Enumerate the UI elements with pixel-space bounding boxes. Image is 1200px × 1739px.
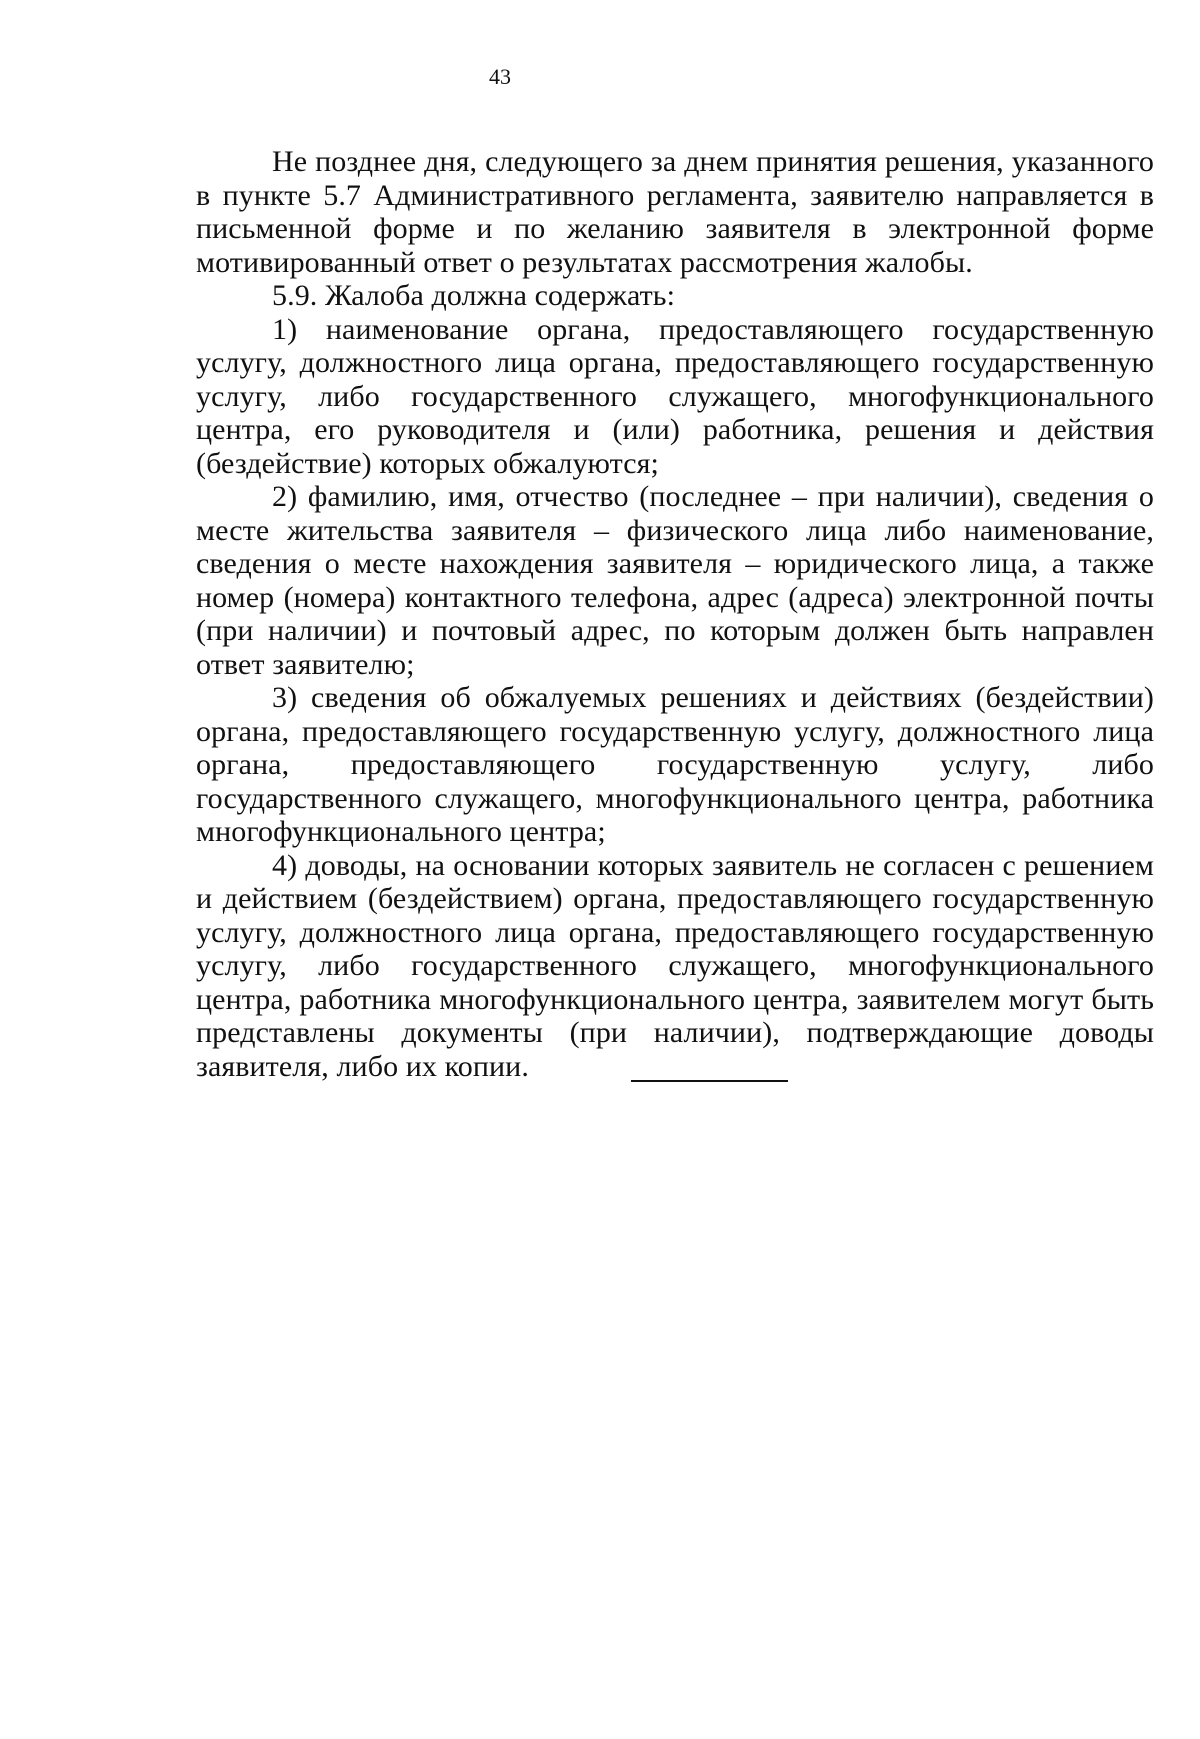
paragraph-complaint-contents-heading: 5.9. Жалоба должна содержать: <box>272 279 676 312</box>
paragraph-item-1-authority-name: 1) наименование органа, предоставляющего государственную услугу, должностного лица органа, предоставляющего государственную услугу, либо государственного служащего, многофункционального центра, его руководителя и (или) работника, решения и действия (бездействие) которых обжалуются; <box>196 312 1154 480</box>
paragraph-item-4-arguments: 4) доводы, на основании которых заявитель не согласен с решением и действием (бездействием) органа, предоставляющего государственную услугу, должностного лица органа, предоставляющего государственную услугу, либо государственного служащего, многофункционального центра, работника многофункционального центра, заявителем могут быть представлены документы (при наличии), подтверждающие доводы заявителя, либо их копии. <box>196 848 1154 1083</box>
page-number: 43 <box>489 64 511 89</box>
document-body <box>196 145 1154 1083</box>
paragraph-item-3-appealed-decisions: 3) сведения об обжалуемых решениях и действиях (бездействии) органа, предоставляющего государственную услугу, должностного лица органа, предоставляющего государственную услугу, либо государственного служащего, многофункционального центра, работника многофункционального центра; <box>196 681 1154 848</box>
end-of-text-rule <box>631 1080 788 1082</box>
paragraph-item-2-applicant-details: 2) фамилию, имя, отчество (последнее – при наличии), сведения о месте жительства заявителя – физического лица либо наименование, сведения о месте нахождения заявителя – юридического лица, а также номер (номера) контактного телефона, адрес (адреса) электронной почты (при наличии) и почтовый адрес, по которым должен быть направлен ответ заявителю; <box>196 480 1154 681</box>
paragraph-response-deadline: Не позднее дня, следующего за днем принятия решения, указанного в пункте 5.7 Административного регламента, заявителю направляется в письменной форме и по желанию заявителя в электронной форме мотивированный ответ о результатах рассмотрения жалобы. <box>196 145 1154 279</box>
